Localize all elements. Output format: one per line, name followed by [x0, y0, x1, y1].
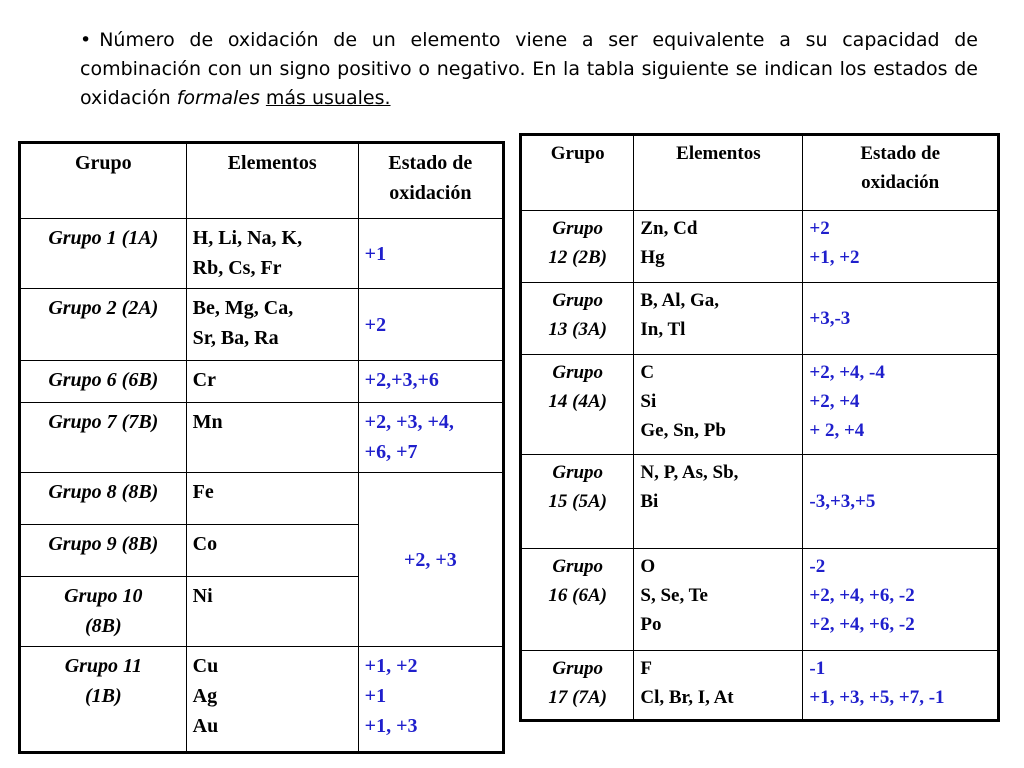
elements-cell-line: Ni	[192, 585, 213, 607]
state-cell-line: +2	[809, 218, 830, 239]
header-row	[521, 135, 999, 211]
group-cell	[20, 361, 187, 403]
state-cell-line: +6, +7	[364, 441, 418, 463]
elements-cell-line: Mn	[192, 411, 223, 433]
elements-cell	[634, 549, 803, 651]
table-row	[521, 651, 999, 721]
group-cell-line: (8B)	[84, 615, 122, 637]
group-cell-line: Grupo 10	[64, 585, 143, 607]
elements-cell-line: S, Se, Te	[640, 585, 708, 606]
elements-cell-line: H, Li, Na, K,	[192, 227, 303, 249]
state-cell-line: -2	[809, 556, 826, 577]
elements-cell	[186, 525, 358, 577]
state-cell-merged: +2, +3	[358, 473, 503, 647]
group-cell-line: Grupo 6 (6B)	[48, 369, 159, 391]
state-cell	[358, 361, 503, 403]
group-cell	[521, 455, 634, 549]
intro-italic-word: formales	[176, 87, 260, 109]
bullet-icon: •	[80, 29, 92, 51]
table-row	[20, 219, 504, 289]
state-cell	[803, 211, 999, 283]
state-cell-line: +1, +3, +5, +7, -1	[809, 687, 945, 708]
elements-cell	[634, 211, 803, 283]
table-row	[521, 355, 999, 455]
header-state: Estado de oxidación	[358, 143, 503, 219]
header-elements: Elementos	[634, 135, 803, 211]
oxidation-table-right	[519, 133, 1000, 722]
group-cell-line: Grupo	[552, 556, 604, 577]
state-cell-line: + 2, +4	[809, 420, 865, 441]
elements-cell-line: C	[640, 362, 655, 383]
group-cell-line: Grupo	[552, 290, 604, 311]
elements-cell	[634, 455, 803, 549]
header-group: Grupo	[20, 143, 187, 219]
group-cell-line: Grupo	[552, 218, 604, 239]
state-cell-line: +1	[364, 685, 387, 707]
group-cell	[20, 525, 187, 577]
state-cell	[803, 455, 999, 549]
elements-cell	[186, 647, 358, 753]
group-cell-line: Grupo 11	[64, 655, 142, 677]
state-cell	[358, 219, 503, 289]
group-cell	[20, 403, 187, 473]
elements-cell-line: Ge, Sn, Pb	[640, 420, 726, 441]
state-cell	[358, 647, 503, 753]
elements-cell-line: Si	[640, 391, 657, 412]
header-elements: Elementos	[186, 143, 358, 219]
state-cell-line: +1	[364, 242, 387, 265]
group-cell	[20, 219, 187, 289]
elements-cell-line: F	[640, 658, 652, 679]
elements-cell-line: In, Tl	[640, 319, 686, 340]
elements-cell-line: Hg	[640, 247, 665, 268]
table-row	[20, 403, 504, 473]
table-row	[20, 647, 504, 753]
state-cell-line: +2,+3,+6	[364, 369, 439, 391]
elements-cell	[186, 577, 358, 647]
table-row	[20, 289, 504, 361]
elements-cell-line: Ag	[192, 685, 218, 707]
elements-cell-line: Cr	[192, 369, 216, 391]
elements-cell-line: Bi	[640, 491, 659, 512]
intro-paragraph	[80, 26, 978, 113]
group-cell-line: Grupo 8 (8B)	[48, 481, 159, 503]
state-cell-line: +2, +4, -4	[809, 362, 885, 383]
right-table-body	[521, 211, 999, 721]
elements-cell-line: Po	[640, 614, 662, 635]
elements-cell	[634, 283, 803, 355]
intro-text: Número de oxidación de un elemento viene a ser equivalente a su capacidad de combinación con un signo positivo o negativo. En la tabla siguiente se indican los estados de oxidación	[80, 29, 978, 109]
table-row	[521, 283, 999, 355]
group-cell-line: 17 (7A)	[548, 687, 607, 708]
state-cell-line: +2, +4	[809, 391, 860, 412]
elements-cell	[186, 473, 358, 525]
group-cell	[521, 355, 634, 455]
table-row	[20, 361, 504, 403]
state-cell-line: +3,-3	[809, 308, 851, 329]
elements-cell-line: Be, Mg, Ca,	[192, 297, 294, 319]
state-cell	[358, 289, 503, 361]
elements-cell	[186, 219, 358, 289]
state-cell	[358, 403, 503, 473]
group-cell	[20, 289, 187, 361]
group-cell	[20, 647, 187, 753]
state-cell	[803, 283, 999, 355]
header-group: Grupo	[521, 135, 634, 211]
table-row	[20, 473, 504, 525]
group-cell-line: Grupo	[552, 462, 604, 483]
elements-cell	[634, 651, 803, 721]
left-table-body	[20, 219, 504, 753]
group-cell-line: Grupo 2 (2A)	[48, 297, 159, 319]
elements-cell-line: Cu	[192, 655, 219, 677]
state-cell-line: -1	[809, 658, 826, 679]
state-cell-line: +2, +4, +6, -2	[809, 614, 915, 635]
elements-cell	[186, 403, 358, 473]
elements-cell-line: N, P, As, Sb,	[640, 462, 739, 483]
elements-cell-line: Sr, Ba, Ra	[192, 327, 279, 349]
table-row	[521, 211, 999, 283]
group-cell-line: 12 (2B)	[548, 247, 607, 268]
state-cell-line: +1, +3	[364, 715, 418, 737]
elements-cell-line: Zn, Cd	[640, 218, 698, 239]
elements-cell-line: Cl, Br, I, At	[640, 687, 734, 708]
state-cell-line: +1, +2	[809, 247, 860, 268]
elements-cell	[186, 361, 358, 403]
group-cell-line: Grupo	[552, 362, 604, 383]
state-cell-line: +2, +4, +6, -2	[809, 585, 915, 606]
header-row	[20, 143, 504, 219]
group-cell-line: 16 (6A)	[548, 585, 607, 606]
group-cell-line: 15 (5A)	[548, 491, 607, 512]
state-cell	[803, 355, 999, 455]
state-cell-line: +2, +3, +4,	[364, 411, 454, 433]
elements-cell	[186, 289, 358, 361]
group-cell-line: Grupo	[552, 658, 604, 679]
group-cell-line: 14 (4A)	[548, 391, 607, 412]
elements-cell-line: B, Al, Ga,	[640, 290, 720, 311]
state-cell	[803, 549, 999, 651]
table-row	[521, 549, 999, 651]
state-cell-line: +2	[364, 313, 387, 336]
group-cell-line: Grupo 1 (1A)	[48, 227, 159, 249]
elements-cell-line: Rb, Cs, Fr	[192, 257, 282, 279]
state-cell-line: +1, +2	[364, 655, 418, 677]
group-cell	[521, 283, 634, 355]
group-cell	[20, 473, 187, 525]
oxidation-table-left	[18, 141, 505, 754]
elements-cell-line: Au	[192, 715, 219, 737]
group-cell	[521, 211, 634, 283]
group-cell-line: 13 (3A)	[548, 319, 607, 340]
elements-cell-line: O	[640, 556, 656, 577]
state-cell	[803, 651, 999, 721]
intro-underlined-text: más usuales.	[265, 87, 391, 109]
group-cell-line: (1B)	[84, 685, 122, 707]
elements-cell-line: Fe	[192, 481, 214, 503]
group-cell	[20, 577, 187, 647]
header-state: Estado de oxidación	[803, 135, 999, 211]
table-row	[521, 455, 999, 549]
group-cell	[521, 651, 634, 721]
elements-cell	[634, 355, 803, 455]
elements-cell-line: Co	[192, 533, 218, 555]
state-cell-line: -3,+3,+5	[809, 491, 876, 512]
group-cell-line: Grupo 9 (8B)	[48, 533, 159, 555]
group-cell	[521, 549, 634, 651]
group-cell-line: Grupo 7 (7B)	[48, 411, 159, 433]
